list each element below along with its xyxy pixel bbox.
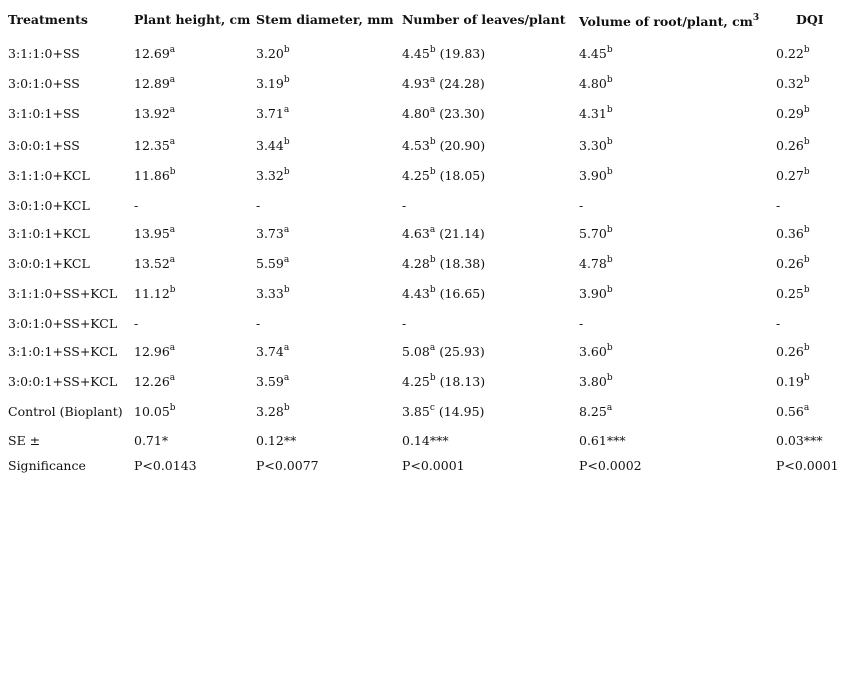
significance-letter: b [606,225,613,235]
treatment-name: 3:0:1:0+KCL [8,198,90,213]
number-of-leaves-value [402,106,485,122]
dqi-value [776,138,810,154]
table-row [0,433,852,455]
volume-of-root-value [579,374,613,390]
table-header-row [0,12,852,34]
stem-diameter-value [256,286,290,302]
cell-value: - [256,198,261,213]
plant-height-value [134,286,176,302]
treatment-name: 3:1:0:1+KCL [8,226,90,241]
significance-letter: a [169,343,176,353]
volume-of-root-value [579,226,613,242]
cell-value: 0.71* [134,433,169,448]
stem-diameter-value [256,168,290,184]
table-row [0,106,852,128]
table-row [0,168,852,190]
stem-diameter-value [256,433,296,449]
stem-diameter-value [256,46,290,62]
number-of-leaves-value [402,404,484,420]
plant-height-value [134,374,175,390]
dqi-value [776,198,780,214]
percentage-value: (20.90) [435,138,486,153]
cell-value: - [402,198,407,213]
cell-value: 12.35 [134,138,170,153]
plant-height-value [134,344,175,360]
volume-of-root-value [579,433,626,449]
cell-value: 4.31 [579,106,607,121]
table-row [0,316,852,338]
treatment-name: 3:0:0:1+SS+KCL [8,374,118,389]
cell-value: 12.69 [134,46,170,61]
dqi-value [776,404,809,420]
dqi-value [776,106,810,122]
significance-letter: b [803,255,810,265]
cell-value: 13.52 [134,256,170,271]
significance-letter: a [169,255,176,265]
cell-value: 4.80 [402,106,430,121]
treatment-name: SE ± [8,433,41,448]
volume-of-root-value [579,168,613,184]
significance-letter: a [169,45,176,55]
dqi-value [776,168,810,184]
cell-value: 3.90 [579,286,607,301]
significance-letter: b [803,343,810,353]
significance-letter: b [803,225,810,235]
significance-letter: a [169,137,176,147]
cell-value: - [579,198,584,213]
significance-letter: b [283,285,290,295]
plant-height-value [134,433,168,449]
plant-height-value [134,168,176,184]
cell-value: P<0.0077 [256,458,319,473]
cell-value: - [776,198,781,213]
dqi-value [776,344,810,360]
percentage-value: (25.93) [435,344,485,359]
number-of-leaves-value [402,76,485,92]
cell-value: 4.45 [402,46,430,61]
stem-diameter-value [256,256,289,272]
cell-value: - [256,316,261,331]
percentage-value: (21.14) [435,226,485,241]
dqi-value [776,76,810,92]
significance-letter: a [429,225,436,235]
stem-diameter-value [256,106,289,122]
significance-letter: b [803,105,810,115]
cell-value: 4.53 [402,138,430,153]
cell-value: 4.25 [402,374,430,389]
significance-letter: b [283,45,290,55]
significance-letter: b [283,403,290,413]
percentage-value: (18.05) [435,168,486,183]
table-row [0,458,852,480]
cell-value: 4.43 [402,286,430,301]
percentage-value: (14.95) [434,404,485,419]
volume-of-root-value [579,316,583,332]
significance-letter: b [803,373,810,383]
significance-letter: b [606,343,613,353]
cell-value: - [402,316,407,331]
cell-value: 10.05 [134,404,170,419]
number-of-leaves-value [402,198,406,214]
volume-of-root-value [579,138,613,154]
significance-letter: b [283,75,290,85]
cell-value: 0.26 [776,344,804,359]
percentage-value: (24.28) [435,76,485,91]
cell-value: P<0.0001 [776,458,839,473]
cell-value: 0.32 [776,76,804,91]
number-of-leaves-value [402,226,485,242]
volume-of-root-value [579,404,612,420]
significance-letter: b [606,373,613,383]
plant-height-value [134,256,175,272]
number-of-leaves-value [402,286,485,302]
treatment-name: 3:0:1:0+SS [8,76,80,91]
cell-value: P<0.0001 [402,458,465,473]
volume-of-root-value [579,256,613,272]
treatment-name: Control (Bioplant) [8,404,123,419]
cell-value: 4.28 [402,256,430,271]
stem-diameter-value [256,374,289,390]
volume-of-root-value [579,106,613,122]
table-row [0,404,852,426]
cell-value: 13.92 [134,106,170,121]
dqi-value [776,256,810,272]
significance-letter: b [803,45,810,55]
stem-diameter-value [256,138,290,154]
number-of-leaves-value [402,46,485,62]
cell-value: 12.89 [134,76,170,91]
dqi-value [776,46,810,62]
plant-height-value [134,404,176,420]
treatment-name: 3:1:1:0+SS [8,46,80,61]
stem-diameter-value [256,404,290,420]
cell-value: 0.25 [776,286,804,301]
cell-value: 0.26 [776,138,804,153]
header-number-of-leaves: Number of leaves/plant [402,12,566,27]
cell-value: P<0.0143 [134,458,197,473]
cell-value: 4.80 [579,76,607,91]
table-row [0,226,852,248]
significance-letter: b [606,167,613,177]
volume-of-root-value [579,286,613,302]
cell-value: P<0.0002 [579,458,642,473]
significance-letter: a [429,343,436,353]
cell-value: 4.25 [402,168,430,183]
significance-letter: a [429,75,436,85]
significance-letter: a [606,403,613,413]
cell-value: 4.78 [579,256,607,271]
stem-diameter-value [256,316,260,332]
significance-letter: a [429,105,436,115]
table-row [0,46,852,68]
significance-letter: b [429,45,436,55]
significance-letter: b [803,75,810,85]
significance-letter: a [169,75,176,85]
table-row [0,256,852,278]
significance-letter: a [283,225,290,235]
cell-value: 5.08 [402,344,430,359]
treatment-name: 3:1:1:0+SS+KCL [8,286,118,301]
cell-value: 3.80 [579,374,607,389]
significance-letter: b [803,137,810,147]
significance-letter: b [606,45,613,55]
plant-height-value [134,316,138,332]
cell-value: 12.96 [134,344,170,359]
significance-letter: a [283,105,290,115]
treatment-name: 3:0:1:0+SS+KCL [8,316,118,331]
treatment-name: 3:1:0:1+SS+KCL [8,344,118,359]
cell-value: - [776,316,781,331]
dqi-value [776,286,810,302]
dqi-value [776,226,810,242]
cell-value: 4.93 [402,76,430,91]
table-row [0,138,852,160]
table-row [0,198,852,220]
stem-diameter-value [256,76,290,92]
cell-value: 11.86 [134,168,170,183]
cell-value: 0.27 [776,168,804,183]
significance-letter: b [606,75,613,85]
stem-diameter-value [256,198,260,214]
significance-letter: b [429,285,436,295]
cell-value: 0.26 [776,256,804,271]
cell-value: 5.70 [579,226,607,241]
significance-letter: b [606,137,613,147]
header-volume-of-root: Volume of root/plant, $cm^3$ [579,13,760,29]
cell-value: 3.44 [256,138,284,153]
volume-of-root-value [579,198,583,214]
cell-value: 3.19 [256,76,284,91]
volume-of-root-value [579,344,613,360]
stem-diameter-value [256,458,319,474]
cell-value: 0.22 [776,46,804,61]
number-of-leaves-value [402,256,485,272]
header-stem-diameter: Stem diameter, mm [256,12,394,27]
treatment-name: Significance [8,458,86,473]
plant-height-value [134,46,175,62]
header-plant-height: Plant height, cm [134,12,251,27]
table-row [0,286,852,308]
table-row [0,344,852,366]
cell-value: - [134,198,139,213]
header-treatments: Treatments [8,12,88,27]
cell-value: 8.25 [579,404,607,419]
number-of-leaves-value [402,344,485,360]
significance-letter: a [803,403,810,413]
cell-value: 0.61*** [579,433,626,448]
cell-value: 0.12** [256,433,297,448]
cell-value: 3.20 [256,46,284,61]
stem-diameter-value [256,226,289,242]
cell-value: 3.73 [256,226,284,241]
significance-letter: b [169,285,176,295]
cell-value: 3.28 [256,404,284,419]
dqi-value [776,433,823,449]
significance-letter: b [429,373,436,383]
header-dqi: DQI [796,12,824,27]
treatment-name: 3:0:0:1+SS [8,138,80,153]
cell-value: 3.30 [579,138,607,153]
cell-value: 0.36 [776,226,804,241]
header-volume-unit-superscript: 3 [752,13,760,23]
cell-value: - [579,316,584,331]
cell-value: 12.26 [134,374,170,389]
percentage-value: (18.13) [435,374,486,389]
significance-letter: b [283,167,290,177]
significance-letter: b [169,403,176,413]
treatment-name: 3:0:0:1+KCL [8,256,90,271]
volume-of-root-value [579,76,613,92]
cell-value: 3.59 [256,374,284,389]
significance-letter: b [429,167,436,177]
plant-height-value [134,226,175,242]
cell-value: 0.19 [776,374,804,389]
significance-letter: a [169,225,176,235]
number-of-leaves-value [402,374,485,390]
plant-height-value [134,458,197,474]
cell-value: 3.33 [256,286,284,301]
percentage-value: (19.83) [435,46,486,61]
cell-value: - [134,316,139,331]
significance-letter: b [606,255,613,265]
significance-letter: b [429,137,436,147]
number-of-leaves-value [402,168,485,184]
significance-letter: b [803,167,810,177]
table-row [0,374,852,396]
significance-letter: a [283,343,290,353]
percentage-value: (18.38) [435,256,486,271]
significance-letter: a [169,373,176,383]
percentage-value: (16.65) [435,286,486,301]
significance-letter: a [169,105,176,115]
plant-height-value [134,106,175,122]
significance-letter: b [803,285,810,295]
cell-value: 4.45 [579,46,607,61]
treatment-name: 3:1:1:0+KCL [8,168,90,183]
number-of-leaves-value [402,433,449,449]
cell-value: 4.63 [402,226,430,241]
dqi-value [776,316,780,332]
cell-value: 0.56 [776,404,804,419]
plant-height-value [134,198,138,214]
cell-value: 3.32 [256,168,284,183]
treatment-name: 3:1:0:1+SS [8,106,80,121]
number-of-leaves-value [402,138,485,154]
cell-value: 11.12 [134,286,170,301]
dqi-value [776,374,810,390]
percentage-value: (23.30) [435,106,485,121]
volume-of-root-value [579,46,613,62]
cell-value: 3.71 [256,106,284,121]
cell-value: 3.60 [579,344,607,359]
cell-value: 5.59 [256,256,284,271]
significance-letter: b [606,105,613,115]
number-of-leaves-value [402,316,406,332]
significance-letter: b [169,167,176,177]
number-of-leaves-value [402,458,465,474]
significance-letter: c [429,403,435,413]
cell-value: 13.95 [134,226,170,241]
significance-letter: a [283,255,290,265]
stem-diameter-value [256,344,289,360]
significance-letter: b [606,285,613,295]
cell-value: 3.74 [256,344,284,359]
cell-value: 0.29 [776,106,804,121]
significance-letter: b [283,137,290,147]
significance-letter: b [429,255,436,265]
plant-height-value [134,76,175,92]
plant-height-value [134,138,175,154]
cell-value: 3.90 [579,168,607,183]
volume-of-root-value [579,458,642,474]
cell-value: 0.03*** [776,433,823,448]
cell-value: 0.14*** [402,433,449,448]
significance-letter: a [283,373,290,383]
cell-value: 3.85 [402,404,430,419]
table-row [0,76,852,98]
dqi-value [776,458,839,474]
